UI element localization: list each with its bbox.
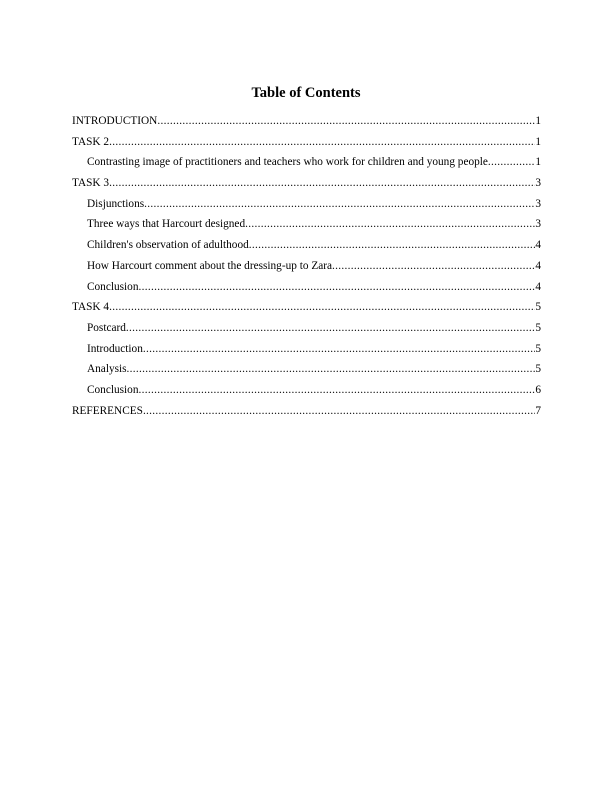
toc-entry-label: Contrasting image of practitioners and teachers who work for children and young people [87,156,488,169]
toc-entry-task-4[interactable] [72,300,541,321]
toc-dot-leader [138,280,535,294]
toc-entry-conclusion-task-3[interactable] [72,280,541,301]
toc-entry-page: 6 [535,383,541,396]
toc-dot-leader [109,176,535,190]
toc-entry-label: Children's observation of adulthood [87,239,249,252]
toc-entry-page: 5 [535,342,541,355]
toc-entry-page: 1 [535,115,541,127]
toc-entry-label: TASK 3 [72,177,110,190]
toc-entry-page: 3 [535,177,541,190]
toc-dot-leader [126,321,535,335]
toc-entry-label: INTRODUCTION [72,115,158,127]
toc-entry-label: REFERENCES [72,404,143,417]
toc-entry-page: 4 [535,259,541,272]
toc-entry-label: Introduction [87,342,143,355]
toc-entry-label: Postcard [87,321,126,334]
toc-entry-postcard[interactable] [72,321,541,342]
toc-dot-leader [157,114,535,128]
toc-entry-page: 3 [535,218,541,231]
toc-entry-page: 1 [535,135,541,148]
toc-entry-analysis[interactable] [72,362,541,383]
toc-entry-disjunctions[interactable] [72,197,541,218]
toc-dot-leader [138,383,535,397]
toc-entry-page: 5 [535,363,541,376]
toc-title: Table of Contents [251,85,361,101]
toc-entry-label: Analysis [87,363,127,376]
toc-entry-three-ways[interactable] [72,217,541,238]
toc-dot-leader [488,155,535,169]
toc-dot-leader [143,404,535,418]
toc-entry-references[interactable] [72,404,541,425]
toc-entry-contrasting-image[interactable] [72,155,541,176]
toc-dot-leader [109,300,535,314]
toc-entry-page: 3 [535,197,541,210]
toc-entry-page: 5 [535,321,541,334]
toc-dot-leader [143,342,535,356]
toc-entry-task-2[interactable] [72,135,541,156]
toc-entry-label: Conclusion [87,383,139,396]
toc-dot-leader [144,197,535,211]
toc-entry-label: How Harcourt comment about the dressing-up to Zara [87,259,333,272]
toc-entry-page: 4 [535,280,541,293]
toc-entry-label: TASK 4 [72,301,110,314]
toc-dot-leader [109,135,535,149]
toc-entry-label: TASK 2 [72,135,110,148]
toc-entry-label: Disjunctions [87,197,145,210]
toc-entry-page: 1 [535,156,541,169]
toc-entry-task-3[interactable] [72,176,541,197]
toc-entry-conclusion-task-4[interactable] [72,383,541,404]
toc-dot-leader [332,259,535,273]
toc-dot-leader [249,238,536,252]
toc-entry-harcourt-comment[interactable] [72,259,541,280]
toc-entry-childrens-observation[interactable] [72,238,541,259]
toc-dot-leader [245,217,535,231]
toc-entry-page: 7 [535,404,541,417]
toc-entry-label: Conclusion [87,280,139,293]
toc-dot-leader [127,362,536,376]
toc-entry-label: Three ways that Harcourt designed [87,218,246,231]
toc-entry-page: 5 [535,301,541,314]
toc-entry-page: 4 [535,239,541,252]
table-of-contents [72,114,541,424]
toc-entry-introduction[interactable] [72,114,541,135]
toc-entry-introduction-task-4[interactable] [72,342,541,363]
